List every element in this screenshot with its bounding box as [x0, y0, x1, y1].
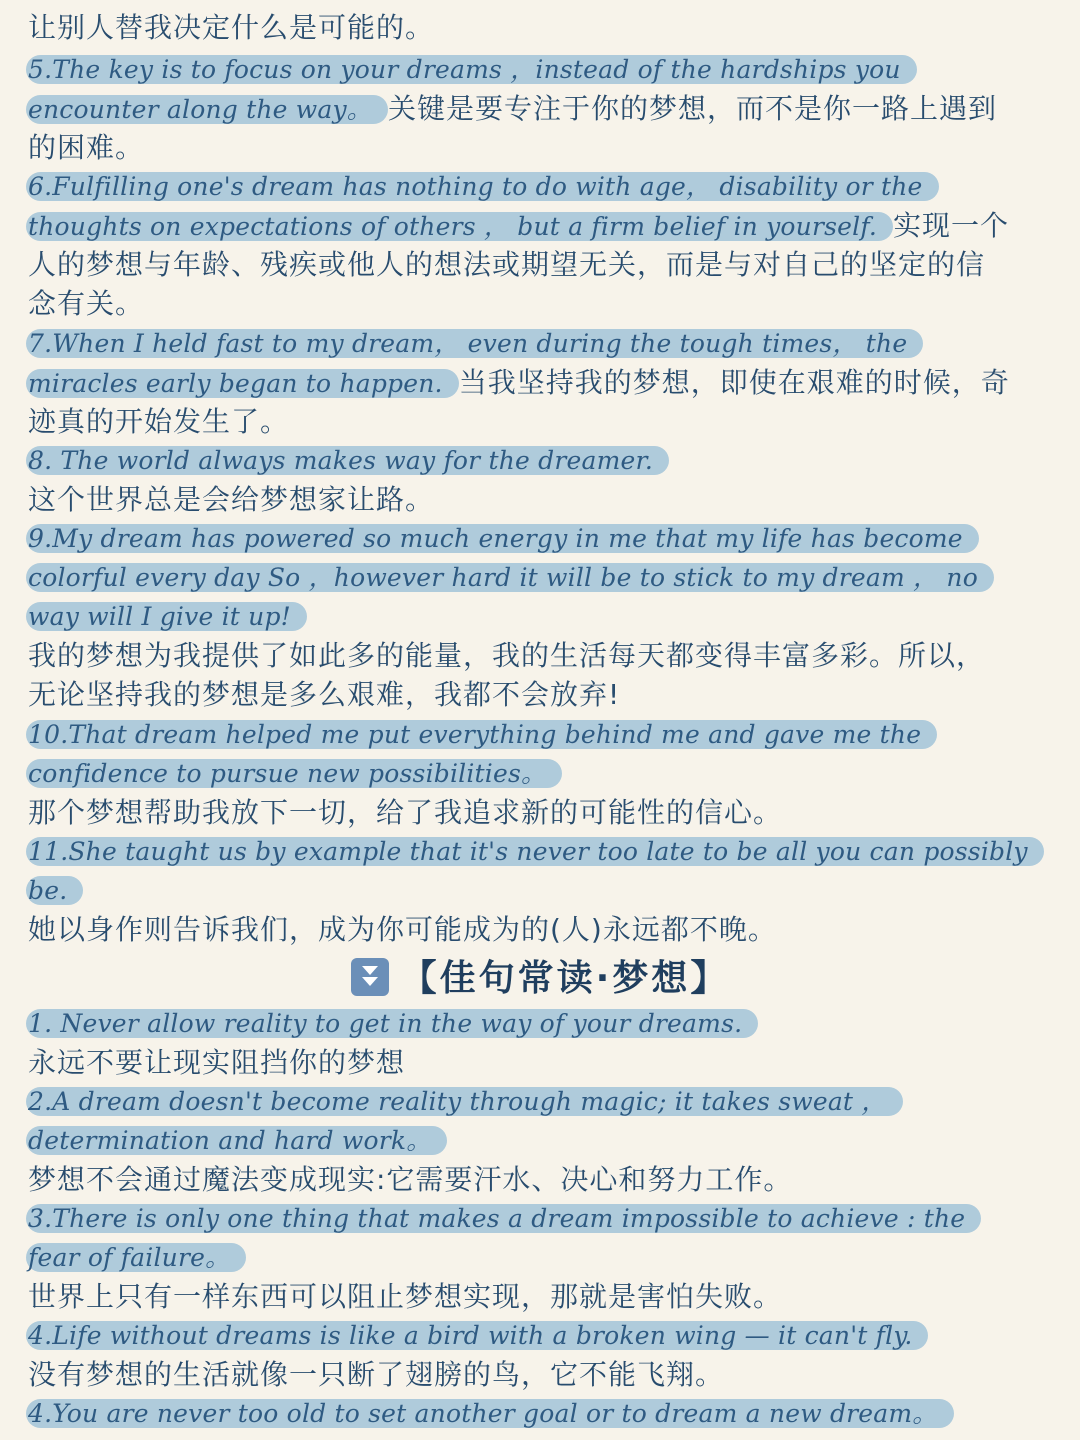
quote-5-zh-inline: 关键是要专注于你的梦想，而不是你一路上遇到 [388, 92, 998, 125]
quote-8-en-line-1 [28, 441, 1050, 480]
quote-10-zh-line: 那个梦想帮助我放下一切，给了我追求新的可能性的信心。 [28, 796, 783, 829]
quote-6-line-2 [28, 206, 1050, 245]
quote-5-zh-line: 的困难。 [28, 131, 145, 164]
quote-7-zh-line: 迹真的开始发生了。 [28, 405, 290, 438]
dream-quote-3-en-line-1 [28, 1199, 1050, 1238]
quote-10-en-line-1 [28, 715, 1050, 754]
highlight: miracles early began to happen. [26, 369, 459, 398]
section-heading [0, 950, 1080, 1002]
quote-11-en-line-2 [28, 871, 1050, 910]
quote-8-zh-line: 这个世界总是会给梦想家让路。 [28, 483, 435, 516]
quote-6-zh-line-2: 念有关。 [28, 287, 145, 320]
quote-9-en-line-3 [28, 597, 1050, 636]
quote-11-en-line-1 [28, 832, 1050, 871]
quote-7-zh-inline: 当我坚持我的梦想，即使在艰难的时候，奇 [458, 366, 1010, 399]
dream-quote-4-zh: 没有梦想的生活就像一只断了翅膀的鸟，它不能飞翔。 [28, 1358, 725, 1391]
quote-7-en-line-1 [28, 324, 1050, 363]
dream-quote-2-zh: 梦想不会通过魔法变成现实:它需要汗水、决心和努力工作。 [28, 1163, 793, 1196]
dream-quote-1-zh: 永远不要让现实阻挡你的梦想 [28, 1046, 406, 1079]
highlight: colorful every day So ，however hard it will be to stick to my dream ， no [26, 563, 994, 592]
highlight: 10.That dream helped me put everything behind me and gave me the [26, 720, 937, 749]
quote-9-en-line-2 [28, 558, 1050, 597]
quote-6-zh-inline: 实现一个 [893, 209, 1010, 242]
highlight: be. [26, 876, 83, 905]
dream-quote-4-en [28, 1316, 1050, 1355]
quote-10-en-line-2 [28, 754, 1050, 793]
quote-11-zh-line: 她以身作则告诉我们，成为你可能成为的(人)永远都不晚。 [28, 913, 777, 946]
highlight: 4.You are never too old to set another goal or to dream a new dream。 [26, 1399, 954, 1428]
section-heading-text: 【佳句常读·梦想】 [400, 958, 730, 999]
highlight: 5.The key is to focus on your dreams ，instead of the hardships you [26, 55, 917, 84]
dream-quote-1-en [28, 1004, 1050, 1043]
dream-quote-5-en [28, 1394, 1050, 1433]
quote-9-zh-line-1: 我的梦想为我提供了如此多的能量，我的生活每天都变得丰富多彩。所以， [28, 639, 986, 672]
highlight: way will I give it up! [26, 602, 307, 631]
quote-5-line-2 [28, 89, 1050, 128]
highlight: fear of failure。 [26, 1243, 246, 1272]
highlight: 3.There is only one thing that makes a dream impossible to achieve : the [26, 1204, 981, 1233]
highlight: 9.My dream has powered so much energy in me that my life has become [26, 524, 979, 553]
highlight: thoughts on expectations of others ， but a firm belief in yourself. [26, 212, 893, 241]
highlight: 4.Life without dreams is like a bird with a broken wing — it can't fly. [26, 1321, 928, 1350]
quote-9-en-line-1 [28, 519, 1050, 558]
quote-6-en-line-1 [28, 167, 1050, 206]
highlight: 11.She taught us by example that it's never too late to be all you can possibly [26, 837, 1044, 866]
dream-quote-3-en-line-2 [28, 1238, 1050, 1277]
dream-quote-3-zh: 世界上只有一样东西可以阻止梦想实现，那就是害怕失败。 [28, 1280, 783, 1313]
quote-6-zh-line-1: 人的梦想与年龄、残疾或他人的想法或期望无关，而是与对自己的坚定的信 [28, 248, 986, 281]
highlight: 2.A dream doesn't become reality through magic; it takes sweat ， [26, 1087, 903, 1116]
highlight: 7.When I held fast to my dream， even during the tough times， the [26, 329, 923, 358]
highlight: confidence to pursue new possibilities。 [26, 759, 562, 788]
highlight: encounter along the way。 [26, 95, 388, 124]
top-fragment: 让别人替我决定什么是可能的。 [28, 11, 435, 44]
highlight: determination and hard work。 [26, 1126, 447, 1155]
highlight: 1. Never allow reality to get in the way of your dreams. [26, 1009, 758, 1038]
down-arrow-icon [351, 958, 389, 996]
quote-7-line-2 [28, 363, 1050, 402]
dream-quote-2-en-line-1 [28, 1082, 1050, 1121]
highlight: 8. The world always makes way for the dreamer. [26, 446, 669, 475]
highlight: 6.Fulfilling one's dream has nothing to do with age， disability or the [26, 172, 939, 201]
dream-quote-2-en-line-2 [28, 1121, 1050, 1160]
quote-9-zh-line-2: 无论坚持我的梦想是多么艰难，我都不会放弃! [28, 678, 621, 711]
quote-5-en-line-1 [28, 50, 1050, 89]
